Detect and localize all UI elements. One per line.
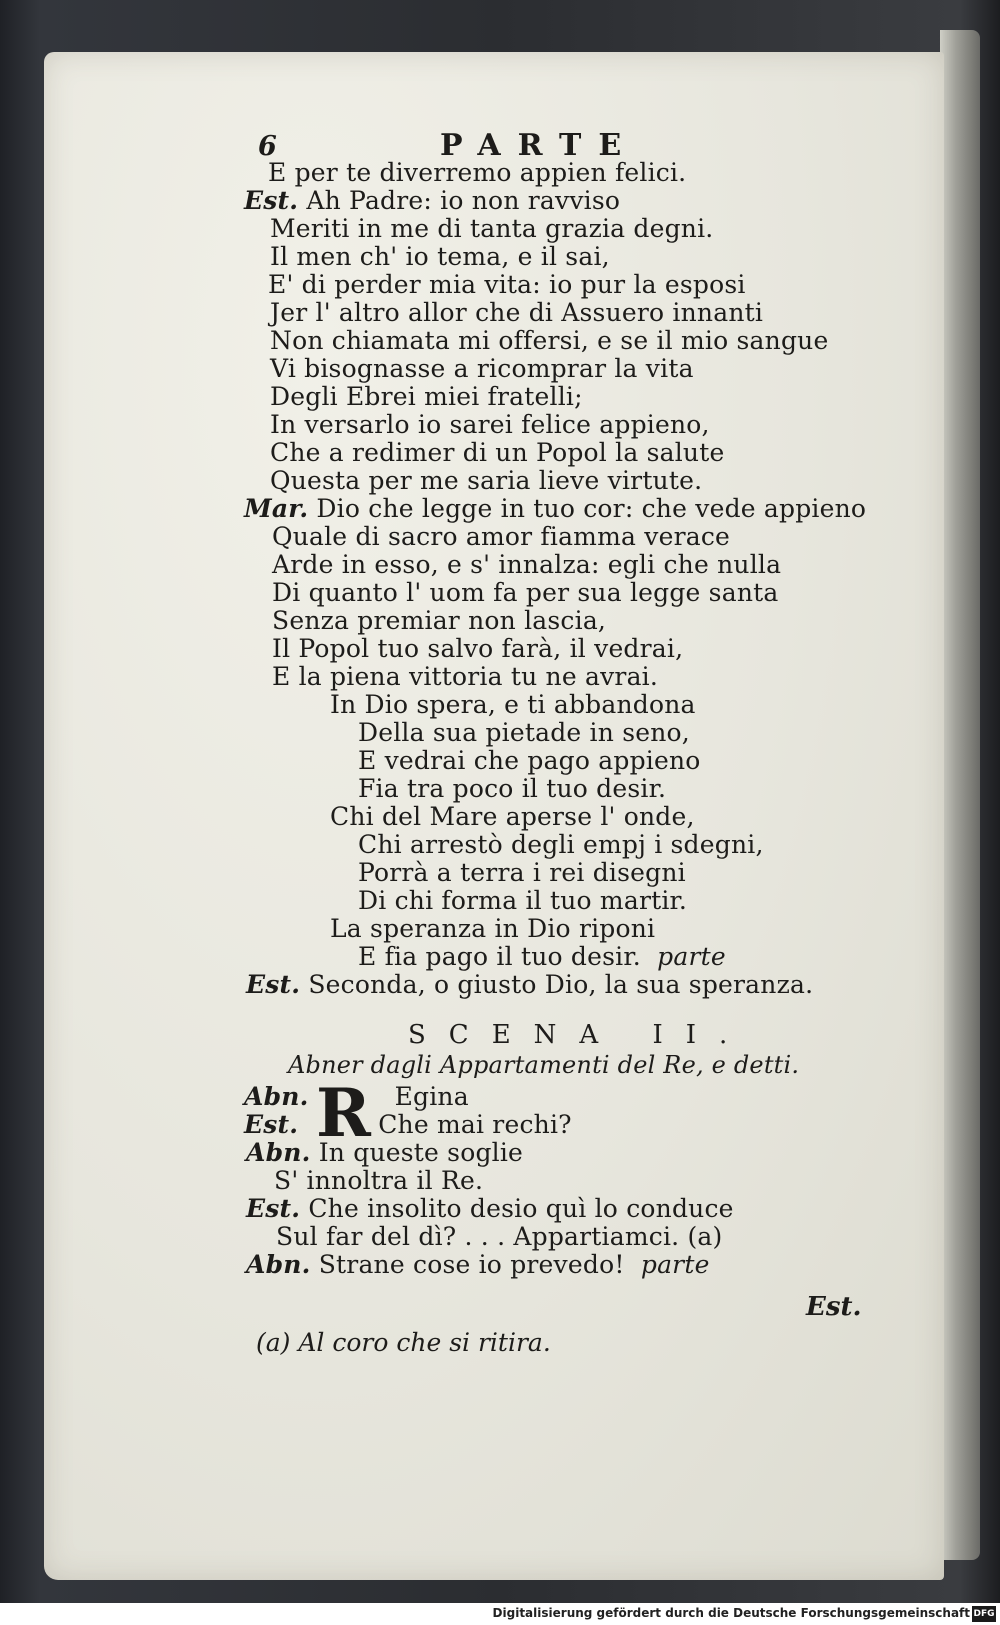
- dfg-logo-icon: DFG: [972, 1606, 996, 1622]
- verse-line: Quale di sacro amor fiamma verace: [272, 522, 731, 551]
- speaker-label: Abn.: [244, 1082, 309, 1111]
- verse-line: Che a redimer di un Popol la salute: [270, 438, 725, 467]
- speaker-label: Abn.: [246, 1138, 311, 1167]
- dialogue-line: Abn. Strane cose io prevedo! parte: [246, 1250, 710, 1279]
- verse-line: Jer l' altro allor che di Assuero innanti: [270, 298, 764, 327]
- verse-line: Degli Ebrei miei fratelli;: [270, 382, 583, 411]
- verse-line: In versarlo io sarei felice appieno,: [270, 410, 710, 439]
- verse-line: Arde in esso, e s' innalza: egli che nulla: [272, 550, 782, 579]
- aria-line: Chi arrestò degli empj i sdegni,: [358, 830, 764, 859]
- verse-line: Vi bisognasse a ricomprar la vita: [270, 354, 694, 383]
- dialogue-line: Sul far del dì? . . . Appartiamci. (a): [276, 1222, 723, 1251]
- speaker-label: Est.: [244, 186, 299, 215]
- aria-line: Fia tra poco il tuo desir.: [358, 774, 667, 803]
- dialogue-line: S' innoltra il Re.: [274, 1166, 484, 1195]
- verse-line: Il Popol tuo salvo farà, il vedrai,: [272, 634, 684, 663]
- verse-line: E la piena vittoria tu ne avrai.: [272, 662, 659, 691]
- scene-title: SCENA II.: [408, 1020, 751, 1050]
- verse-line: Questa per me saria lieve virtute.: [270, 466, 703, 495]
- aria-line: Chi del Mare aperse l' onde,: [330, 802, 695, 831]
- dialogue-line: Est. Che mai rechi?: [244, 1110, 572, 1139]
- running-title: PARTE: [440, 128, 639, 163]
- aria-line: E vedrai che pago appieno: [358, 746, 701, 775]
- aria-line: E fia pago il tuo desir. parte: [358, 942, 726, 971]
- catchword: Est.: [806, 1292, 862, 1322]
- verse-line: Est. Ah Padre: io non ravviso: [244, 186, 621, 215]
- page-number: 6: [258, 131, 277, 162]
- speaker-label: Est.: [244, 1110, 299, 1139]
- digitization-footer: [0, 1603, 1000, 1625]
- verse-line: Il men ch' io tema, e il sai,: [270, 242, 610, 271]
- verse-line: Senza premiar non lascia,: [272, 606, 607, 635]
- drop-cap: R: [316, 1074, 371, 1152]
- aria-line: Porrà a terra i rei disegni: [358, 858, 686, 887]
- footer-credit: Digitalisierung gefördert durch die Deutsche Forschungsgemeinschaft: [492, 1606, 970, 1620]
- speaker-label: Est.: [246, 970, 301, 999]
- verse-line: Di quanto l' uom fa per sua legge santa: [272, 578, 779, 607]
- verse-line: E' di perder mia vita: io pur la esposi: [268, 270, 746, 299]
- speaker-label: Est.: [246, 1194, 301, 1223]
- aria-line: In Dio spera, e ti abbandona: [330, 690, 696, 719]
- aria-line: La speranza in Dio riponi: [330, 914, 656, 943]
- dialogue-line: Est. Che insolito desio quì lo conduce: [246, 1194, 734, 1223]
- verse-line: E per te diverremo appien felici.: [268, 158, 687, 187]
- dialogue-line: Abn. Egina: [244, 1082, 469, 1111]
- footnote: (a) Al coro che si ritira.: [256, 1328, 551, 1357]
- speaker-label: Abn.: [246, 1250, 311, 1279]
- verse-line: Non chiamata mi offersi, e se il mio sangue: [270, 326, 829, 355]
- aria-line: Di chi forma il tuo martir.: [358, 886, 688, 915]
- verse-line: Est. Seconda, o giusto Dio, la sua speranza.: [246, 970, 814, 999]
- speaker-label: Mar.: [244, 494, 309, 523]
- verse-line: Meriti in me di tanta grazia degni.: [270, 214, 714, 243]
- dialogue-line: Abn. In queste soglie: [246, 1138, 524, 1167]
- stage-note: parte: [657, 942, 726, 971]
- stage-direction: Abner dagli Appartamenti del Re, e detti.: [288, 1051, 800, 1079]
- aria-line: Della sua pietade in seno,: [358, 718, 690, 747]
- verse-line: Mar. Dio che legge in tuo cor: che vede appieno: [244, 494, 867, 523]
- stage-note: parte: [640, 1250, 710, 1279]
